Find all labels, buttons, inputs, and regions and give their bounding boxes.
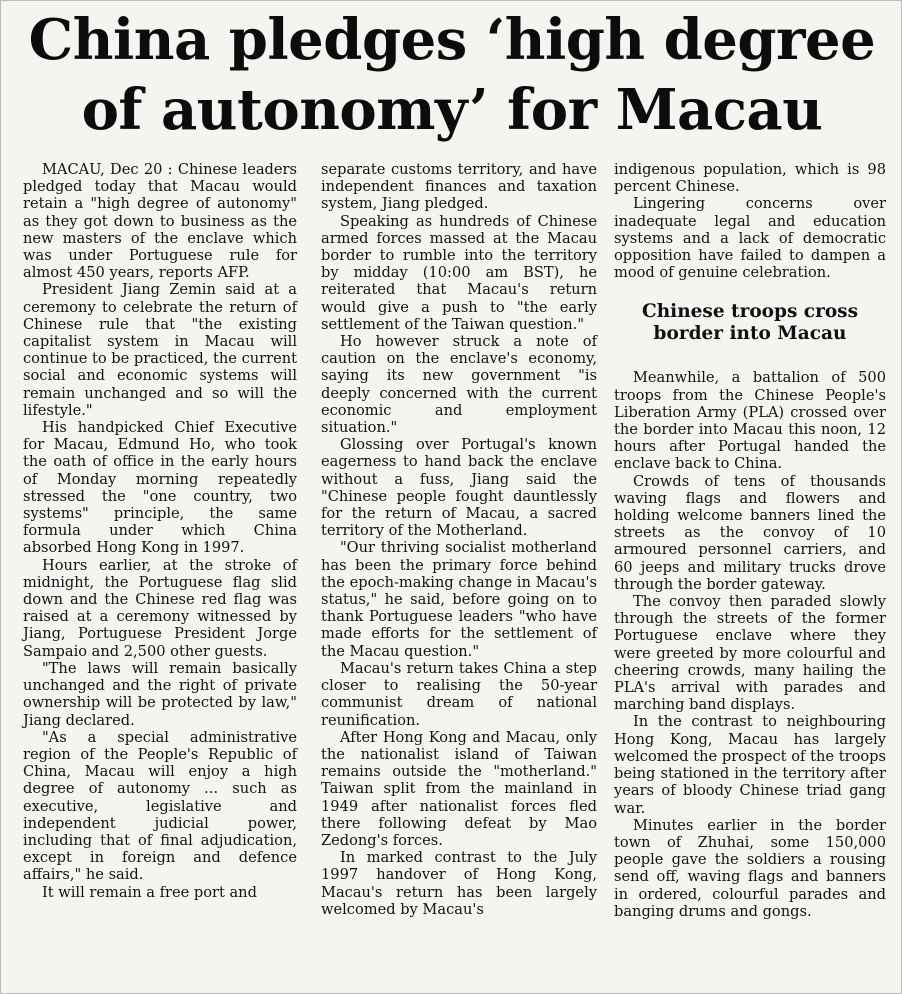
paragraph: It will remain a free port and bbox=[41, 883, 257, 901]
headline bbox=[1, 5, 902, 145]
paragraph: "As a special administrative region of the People's Republic of China, Macau will enjoy a high degree of autonomy ... such as executive, legislative and independent judicial power, including that of final adjudication, except in foreign and defence affairs," he said. bbox=[23, 728, 297, 884]
paragraph: Meanwhile, a battalion of 500 troops from the Chinese People's Liberation Army (PLA) crossed over the border into Macau this noon, 12 hours after Portugal handed the enclave back to China. bbox=[614, 369, 886, 473]
headline-line-1: China pledges ‘high degree bbox=[28, 7, 876, 73]
paragraph: President Jiang Zemin said at a ceremony to celebrate the return of Chinese rule that "the existing capitalist system in Macau will continue to be practiced, the current social and economic systems will remain unchanged and so will the lifestyle." bbox=[23, 281, 297, 419]
paragraph: Ho however struck a note of caution on the enclave's economy, saying its new government "is deeply concerned with the current economic and employment situation." bbox=[321, 333, 597, 437]
subheading-line-1: Chinese troops cross bbox=[642, 301, 858, 323]
paragraph: In marked contrast to the July 1997 handover of Hong Kong, Macau's return has been largely welcomed by Macau's bbox=[321, 849, 597, 918]
paragraph: His handpicked Chief Executive for Macau, Edmund Ho, who took the oath of office in the early hours of Monday morning repeatedly stressed the "one country, two systems" principle, the same formula under which China absorbed Hong Kong in 1997. bbox=[23, 419, 297, 557]
paragraph: In the contrast to neighbouring Hong Kong, Macau has largely welcomed the prospect of the troops being stationed in the territory after years of bloody Chinese triad gang war. bbox=[614, 713, 886, 817]
headline-line-2: of autonomy’ for Macau bbox=[81, 77, 823, 143]
paragraph: Minutes earlier in the border town of Zhuhai, some 150,000 people gave the soldiers a rousing send off, waving flags and banners in ordered, colourful parades and banging drums and gongs. bbox=[614, 816, 886, 920]
column-1 bbox=[23, 161, 297, 901]
paragraph: "The laws will remain basically unchanged and the right of private ownership will be protected by law," Jiang declared. bbox=[23, 659, 297, 729]
paragraph: Speaking as hundreds of Chinese armed forces massed at the Macau border to rumble into the territory by midday (10:00 am BST), he reiterated that Macau's return would give a push to "the early settlement of the Taiwan question." bbox=[321, 212, 597, 333]
paragraph: The convoy then paraded slowly through the streets of the former Portuguese enclave where they were greeted by more colourful and cheering crowds, many hailing the PLA's arrival with parades and marching band displays. bbox=[614, 593, 886, 714]
paragraph: Macau's return takes China a step closer to realising the 50-year communist dream of national reunification. bbox=[321, 659, 597, 729]
column-2 bbox=[321, 161, 597, 918]
paragraph: Lingering concerns over inadequate legal and education systems and a lack of democratic opposition have failed to dampen a mood of genuine celebration. bbox=[614, 195, 886, 282]
paragraph: Crowds of tens of thousands waving flags and flowers and holding welcome banners lined the streets as the convoy of 10 armoured personnel carriers, and 60 jeeps and military trucks drove through the border gateway. bbox=[614, 472, 886, 593]
subheading bbox=[614, 301, 886, 345]
paragraph: Glossing over Portugal's known eagerness to hand back the enclave without a fuss, Jiang said the "Chinese people fought dauntlessly for the return of Macau, a sacred territory of the Motherland. bbox=[321, 436, 597, 540]
paragraph: Hours earlier, at the stroke of midnight, the Portuguese flag slid down and the Chinese red flag was raised at a ceremony witnessed by Jiang, Portuguese President Jorge Sampaio and 2,500 other guests. bbox=[23, 556, 297, 660]
paragraph: MACAU, Dec 20 : Chinese leaders pledged today that Macau would retain a "high degree of autonomy" as they got down to business as the new masters of the enclave which was under Portuguese rule for almost 450 years, reports AFP. bbox=[23, 161, 297, 282]
paragraph: separate customs territory, and have independent finances and taxation system, Jiang pledged. bbox=[321, 161, 597, 213]
subheading-line-2: border into Macau bbox=[653, 323, 847, 345]
paragraph: After Hong Kong and Macau, only the nationalist island of Taiwan remains outside the "motherland." Taiwan split from the mainland in 1949 after nationalist forces fled there following defeat by Mao Zedong's forces. bbox=[321, 728, 597, 849]
paragraph: "Our thriving socialist motherland has been the primary force behind the epoch-making change in Macau's status," he said, before going on to thank Portuguese leaders "who have made efforts for the settlement of the Macau question." bbox=[321, 539, 597, 660]
paragraph: indigenous population, which is 98 percent Chinese. bbox=[614, 161, 886, 196]
column-3 bbox=[614, 161, 886, 920]
